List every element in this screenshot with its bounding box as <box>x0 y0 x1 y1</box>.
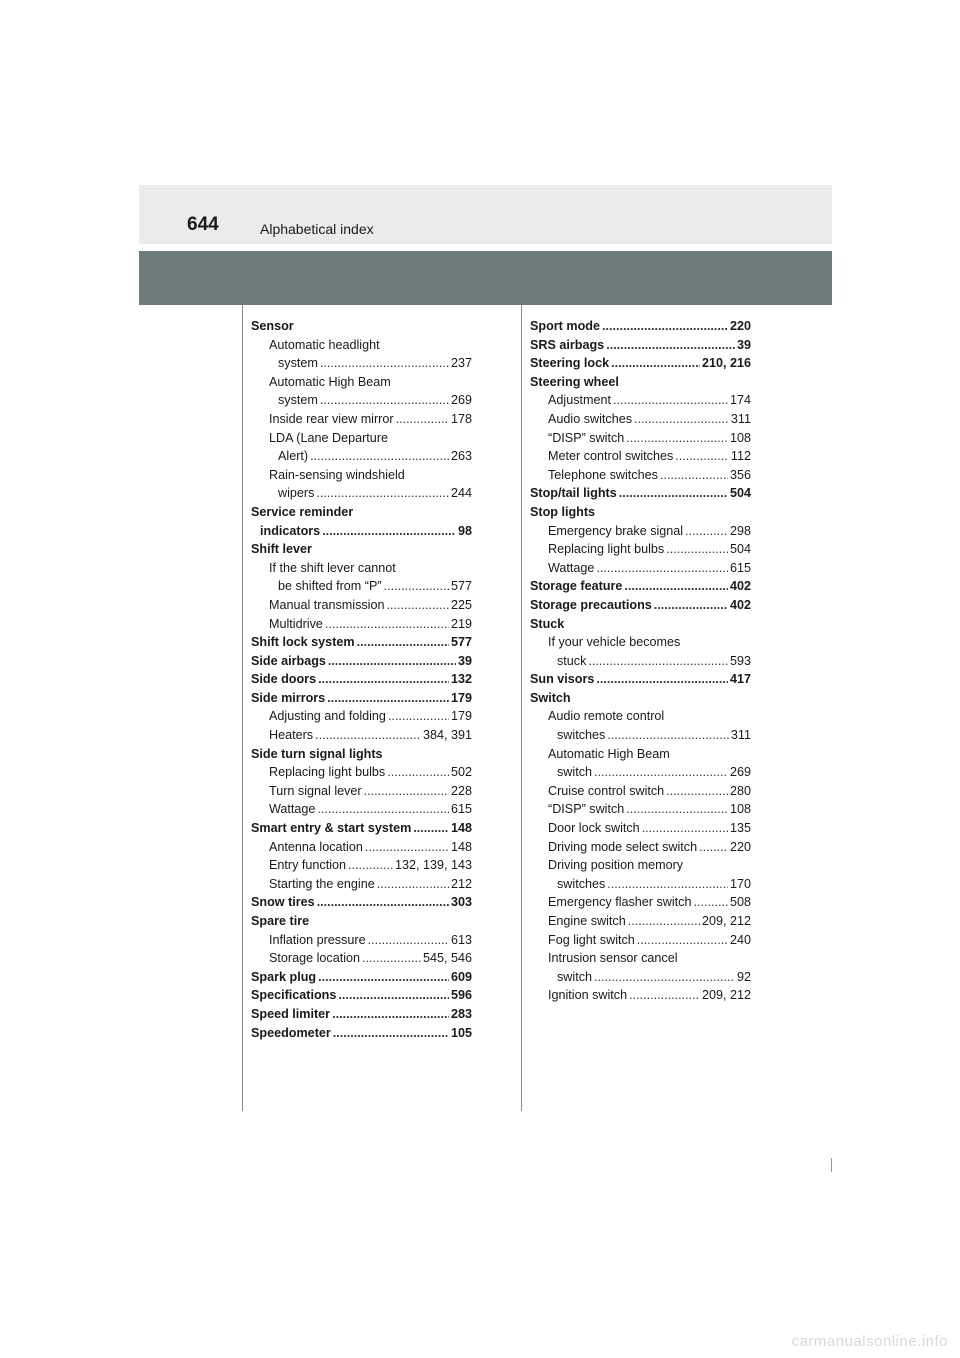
dot-leader <box>602 317 728 336</box>
index-term: Emergency flasher switch <box>548 895 692 910</box>
index-entry <box>251 577 472 596</box>
page-reference[interactable]: 384, 391 <box>422 728 472 743</box>
index-entry <box>251 447 472 466</box>
index-entry <box>530 429 751 448</box>
index-term: Door lock switch <box>548 821 640 836</box>
page-reference[interactable]: 210, 216 <box>701 356 751 371</box>
page-reference[interactable]: 135 <box>729 821 751 836</box>
page-reference[interactable]: 225 <box>450 597 472 612</box>
index-entry <box>530 633 751 652</box>
index-term: Adjustment <box>548 393 611 408</box>
index-entry <box>251 726 472 745</box>
index-term: Replacing light bulbs <box>548 542 665 557</box>
page-reference[interactable]: 402 <box>729 597 751 612</box>
dot-leader <box>328 652 456 671</box>
index-entry <box>251 949 472 968</box>
index-entry <box>251 931 472 950</box>
dot-leader <box>693 893 728 912</box>
index-term: If the shift lever cannot <box>269 560 396 575</box>
index-term: LDA (Lane Departure <box>269 430 389 445</box>
dot-leader <box>320 391 449 410</box>
index-entry <box>251 354 472 373</box>
dot-leader <box>316 484 449 503</box>
page-reference[interactable]: 596 <box>450 988 472 1003</box>
dot-leader <box>666 540 728 559</box>
dot-leader <box>624 577 728 596</box>
index-term: “DISP” switch <box>548 802 625 817</box>
index-entry <box>251 707 472 726</box>
dot-leader <box>626 800 728 819</box>
page-reference[interactable]: 132 <box>450 672 472 687</box>
index-term: Stop/tail lights <box>530 486 617 501</box>
index-term: Spare tire <box>251 914 310 928</box>
index-entry <box>251 522 472 541</box>
index-column-right <box>530 317 751 1005</box>
index-term: Emergency brake signal <box>548 523 684 538</box>
index-term: Replacing light bulbs <box>269 765 386 780</box>
index-term: Switch <box>530 690 571 705</box>
page-reference[interactable]: 298 <box>729 523 751 538</box>
index-term: switch <box>557 765 592 780</box>
index-entry <box>530 931 751 950</box>
index-entry <box>530 373 751 392</box>
index-term: Side turn signal lights <box>251 746 383 761</box>
page-reference[interactable]: 112 <box>730 449 751 464</box>
section-title: Alphabetical index <box>260 221 374 237</box>
index-term: Driving mode select switch <box>548 839 698 854</box>
dot-leader <box>318 968 449 987</box>
page-reference[interactable]: 237 <box>450 356 472 371</box>
index-entry <box>530 670 751 689</box>
dot-leader <box>310 447 449 466</box>
dot-leader <box>318 670 449 689</box>
index-entry <box>530 875 751 894</box>
page-reference[interactable]: 502 <box>450 765 472 780</box>
page-reference[interactable]: 179 <box>450 709 472 724</box>
page-reference[interactable]: 244 <box>450 486 472 501</box>
index-entry <box>530 522 751 541</box>
index-term: Service reminder <box>251 504 354 519</box>
index-term: Multidrive <box>269 616 323 631</box>
index-entry <box>251 373 472 392</box>
index-term: Side airbags <box>251 653 326 668</box>
page-reference[interactable]: 92 <box>736 969 751 984</box>
index-entry <box>530 317 751 336</box>
index-term: Snow tires <box>251 895 315 910</box>
dot-leader <box>322 522 456 541</box>
page-reference[interactable]: 108 <box>729 430 751 445</box>
crop-mark-bottom-right <box>831 1158 832 1172</box>
index-entry <box>251 968 472 987</box>
dot-leader <box>320 354 449 373</box>
index-term: Specifications <box>251 988 337 1003</box>
index-entry <box>251 336 472 355</box>
page-reference[interactable]: 148 <box>450 821 472 836</box>
index-term: Side mirrors <box>251 690 326 705</box>
dot-leader <box>606 336 735 355</box>
page-reference[interactable]: 178 <box>450 411 472 426</box>
index-term: Entry function <box>269 858 347 873</box>
index-entry <box>530 447 751 466</box>
page-reference[interactable]: 577 <box>450 635 472 650</box>
page-reference[interactable]: 209, 212 <box>701 988 751 1003</box>
index-entry <box>530 410 751 429</box>
index-term: Automatic High Beam <box>269 374 391 389</box>
index-term: switches <box>557 728 606 743</box>
index-term: Sun visors <box>530 672 595 687</box>
page-reference[interactable]: 577 <box>450 579 472 594</box>
page-reference[interactable]: 174 <box>729 393 751 408</box>
dot-leader <box>628 912 700 931</box>
index-entry <box>251 559 472 578</box>
dot-leader <box>654 596 728 615</box>
index-entry <box>251 466 472 485</box>
dot-leader <box>388 707 449 726</box>
column-divider-middle <box>521 305 522 1111</box>
page-reference[interactable]: 593 <box>729 653 751 668</box>
page-reference[interactable]: 98 <box>457 523 472 538</box>
index-entry <box>251 856 472 875</box>
page-reference[interactable]: 613 <box>450 932 472 947</box>
dot-leader <box>629 986 700 1005</box>
index-term: Inflation pressure <box>269 932 366 947</box>
dot-leader <box>699 838 728 857</box>
dot-leader <box>611 354 700 373</box>
dot-leader <box>619 484 728 503</box>
index-entry <box>530 893 751 912</box>
page-reference[interactable]: 263 <box>450 449 472 464</box>
index-entry <box>530 707 751 726</box>
page-reference[interactable]: 219 <box>450 616 472 631</box>
index-entry <box>530 949 751 968</box>
dot-leader <box>384 577 449 596</box>
dot-leader <box>588 652 728 671</box>
index-term: Spark plug <box>251 969 317 984</box>
page-reference[interactable]: 269 <box>729 765 751 780</box>
index-term: Speedometer <box>251 1025 331 1040</box>
dot-leader <box>666 782 728 801</box>
dot-leader <box>317 800 449 819</box>
index-entry <box>251 800 472 819</box>
dot-leader <box>377 875 449 894</box>
index-entry <box>530 819 751 838</box>
index-term: Storage precautions <box>530 597 652 612</box>
page-reference[interactable]: 615 <box>450 802 472 817</box>
index-entry <box>251 745 472 764</box>
dot-leader <box>626 429 728 448</box>
page-reference[interactable]: 228 <box>450 783 472 798</box>
page-reference[interactable]: 504 <box>729 486 751 501</box>
index-entry <box>251 1024 472 1043</box>
page-number: 644 <box>187 214 219 235</box>
index-term: SRS airbags <box>530 337 605 352</box>
index-entry <box>530 763 751 782</box>
index-entry <box>251 596 472 615</box>
dot-leader <box>594 968 735 987</box>
index-entry <box>251 615 472 634</box>
index-entry <box>530 577 751 596</box>
index-entry <box>251 540 472 559</box>
index-term: Steering lock <box>530 356 610 371</box>
dot-leader <box>387 763 449 782</box>
index-entry <box>530 596 751 615</box>
index-term: switch <box>557 969 592 984</box>
column-divider-left <box>242 305 243 1111</box>
index-term: Smart entry & start system <box>251 821 412 836</box>
page-header <box>139 185 832 244</box>
index-term: Driving position memory <box>548 858 684 873</box>
page-reference[interactable]: 148 <box>450 839 472 854</box>
dot-leader <box>596 670 728 689</box>
index-entry <box>530 466 751 485</box>
index-term: Automatic headlight <box>269 337 380 352</box>
page-reference[interactable]: 356 <box>729 467 751 482</box>
index-term: Automatic High Beam <box>548 746 670 761</box>
dot-leader <box>338 986 449 1005</box>
header-band <box>139 251 832 305</box>
index-term: Storage location <box>269 951 361 966</box>
index-term: Stop lights <box>530 504 596 519</box>
page-reference[interactable]: 280 <box>729 783 751 798</box>
index-term: Intrusion sensor cancel <box>548 951 678 966</box>
index-term: Ignition switch <box>548 988 628 1003</box>
index-term: Audio switches <box>548 411 632 426</box>
dot-leader <box>365 838 449 857</box>
index-entry <box>251 1005 472 1024</box>
index-term: Manual transmission <box>269 597 385 612</box>
index-term: system <box>278 393 318 408</box>
dot-leader <box>607 726 729 745</box>
dot-leader <box>413 819 449 838</box>
index-term: indicators <box>260 523 321 538</box>
index-entry <box>251 875 472 894</box>
index-term: Sport mode <box>530 319 600 333</box>
index-entry <box>530 540 751 559</box>
index-term: Antenna location <box>269 839 363 854</box>
index-term: Cruise control switch <box>548 783 665 798</box>
index-entry <box>530 391 751 410</box>
dot-leader <box>315 726 421 745</box>
page-reference[interactable]: 220 <box>729 319 751 333</box>
index-entry <box>530 336 751 355</box>
index-entry <box>251 633 472 652</box>
index-term: Turn signal lever <box>269 783 362 798</box>
index-entry <box>251 986 472 1005</box>
page-reference[interactable]: 170 <box>729 876 751 891</box>
index-entry <box>251 819 472 838</box>
dot-leader <box>660 466 728 485</box>
dot-leader <box>396 410 449 429</box>
dot-leader <box>333 1024 449 1043</box>
page-reference[interactable]: 105 <box>450 1025 472 1040</box>
page-reference[interactable]: 402 <box>729 579 751 594</box>
index-term: Rain-sensing windshield <box>269 467 405 482</box>
dot-leader <box>607 875 728 894</box>
index-term: wipers <box>278 486 315 501</box>
index-entry <box>251 782 472 801</box>
dot-leader <box>596 559 728 578</box>
index-term: system <box>278 356 318 371</box>
dot-leader <box>368 931 449 950</box>
index-term: Starting the engine <box>269 876 375 891</box>
index-entry <box>530 354 751 373</box>
page-reference[interactable]: 212 <box>450 876 472 891</box>
index-entry <box>530 726 751 745</box>
index-entry <box>251 670 472 689</box>
dot-leader <box>332 1005 449 1024</box>
index-term: Fog light switch <box>548 932 635 947</box>
index-entry <box>530 689 751 708</box>
page-reference[interactable]: 609 <box>450 969 472 984</box>
index-term: Wattage <box>548 560 595 575</box>
page-reference[interactable]: 179 <box>450 690 472 705</box>
index-term: Stuck <box>530 616 565 631</box>
index-term: Side doors <box>251 672 317 687</box>
index-entry <box>530 615 751 634</box>
dot-leader <box>642 819 728 838</box>
index-entry <box>251 429 472 448</box>
index-term: If your vehicle becomes <box>548 635 681 650</box>
dot-leader <box>675 447 729 466</box>
page-reference[interactable]: 283 <box>450 1006 472 1021</box>
index-term: Inside rear view mirror <box>269 411 394 426</box>
index-entry <box>530 652 751 671</box>
index-term: Heaters <box>269 728 314 743</box>
index-entry <box>530 503 751 522</box>
index-term: Audio remote control <box>548 709 665 724</box>
index-term: Engine switch <box>548 914 626 928</box>
index-term: Shift lever <box>251 542 312 557</box>
index-term: Telephone switches <box>548 467 658 482</box>
index-term: be shifted from “P” <box>278 579 382 594</box>
page-reference[interactable]: 615 <box>729 560 751 575</box>
index-entry <box>530 986 751 1005</box>
index-entry <box>530 484 751 503</box>
page-reference[interactable]: 269 <box>450 393 472 408</box>
index-entry <box>251 893 472 912</box>
page-reference[interactable]: 417 <box>729 672 751 687</box>
index-term: Alert) <box>278 449 309 464</box>
index-entry <box>251 912 472 931</box>
index-entry <box>530 912 751 931</box>
page-reference[interactable]: 311 <box>730 411 751 426</box>
page-reference[interactable]: 504 <box>729 542 751 557</box>
index-entry <box>530 559 751 578</box>
index-column-left <box>251 317 472 1042</box>
dot-leader <box>362 949 421 968</box>
dot-leader <box>327 689 449 708</box>
index-entry <box>251 317 472 336</box>
index-term: Storage feature <box>530 579 623 594</box>
dot-leader <box>317 893 449 912</box>
index-term: Steering wheel <box>530 374 619 389</box>
index-entry <box>251 410 472 429</box>
page-reference[interactable]: 209, 212 <box>701 914 751 928</box>
index-entry <box>530 838 751 857</box>
page-reference[interactable]: 303 <box>450 895 472 910</box>
page-reference[interactable]: 545, 546 <box>422 951 472 966</box>
index-entry <box>530 968 751 987</box>
dot-leader <box>685 522 728 541</box>
index-term: “DISP” switch <box>548 430 625 445</box>
index-entry <box>251 484 472 503</box>
index-term: Sensor <box>251 319 294 333</box>
page-reference[interactable]: 39 <box>457 653 472 668</box>
dot-leader <box>357 633 449 652</box>
index-term: Adjusting and folding <box>269 709 386 724</box>
page-reference[interactable]: 39 <box>736 337 751 352</box>
page-reference[interactable]: 240 <box>729 932 751 947</box>
page-reference[interactable]: 220 <box>729 839 751 854</box>
dot-leader <box>634 410 729 429</box>
page-reference[interactable]: 508 <box>729 895 751 910</box>
page-reference[interactable]: 311 <box>730 728 751 743</box>
dot-leader <box>387 596 449 615</box>
dot-leader <box>348 856 393 875</box>
index-entry <box>251 689 472 708</box>
dot-leader <box>613 391 728 410</box>
watermark: carmanualsonline.info <box>791 1333 948 1350</box>
index-entry <box>251 838 472 857</box>
index-entry <box>530 745 751 764</box>
index-term: Wattage <box>269 802 316 817</box>
index-term: switches <box>557 876 606 891</box>
index-entry <box>530 856 751 875</box>
index-entry <box>251 763 472 782</box>
index-term: Meter control switches <box>548 449 674 464</box>
index-term: Speed limiter <box>251 1006 331 1021</box>
index-entry <box>251 652 472 671</box>
dot-leader <box>364 782 449 801</box>
page-reference[interactable]: 108 <box>729 802 751 817</box>
index-term: stuck <box>557 653 587 668</box>
index-entry <box>530 782 751 801</box>
dot-leader <box>594 763 728 782</box>
index-entry <box>530 800 751 819</box>
index-term: Shift lock system <box>251 635 355 650</box>
index-entry <box>251 391 472 410</box>
page-reference[interactable]: 132, 139, 143 <box>394 858 472 873</box>
index-entry <box>251 503 472 522</box>
dot-leader <box>325 615 449 634</box>
dot-leader <box>637 931 728 950</box>
